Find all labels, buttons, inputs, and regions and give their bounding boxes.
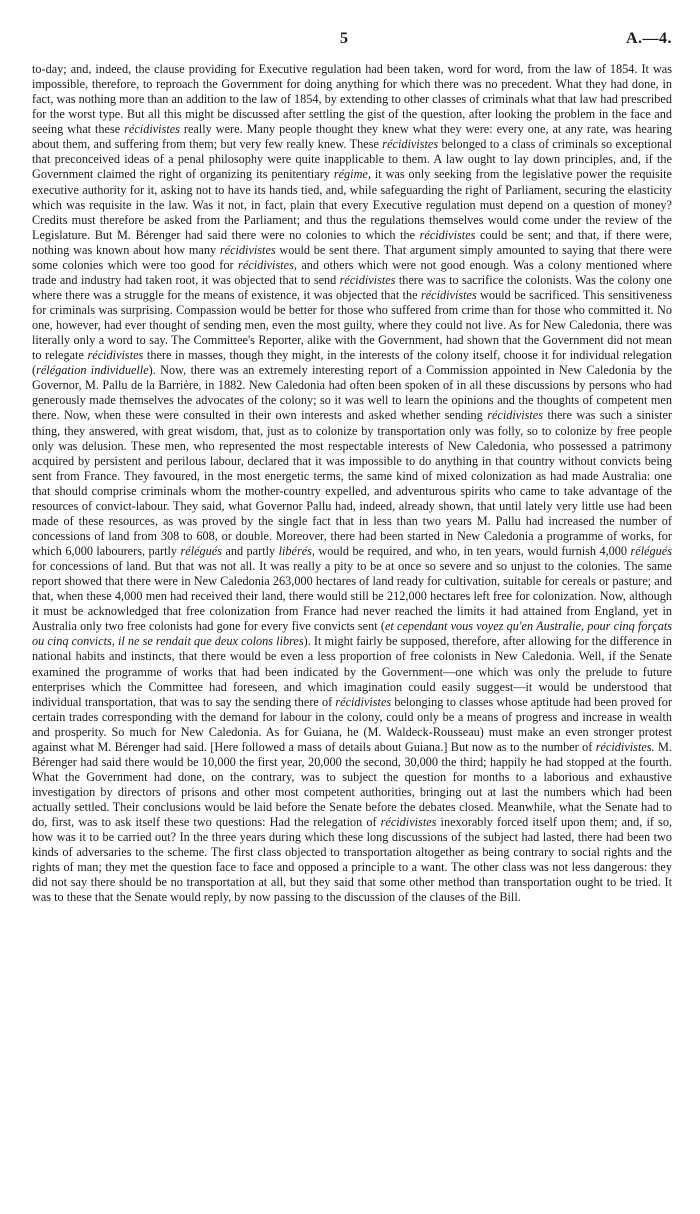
text-run: ). It might fairly be supposed, therefore, after allowing for the difference in national habits and instincts, that there would be even a less proportion of free colonists in New Caledonia. Well, if the Senate examined the programme of works that had been indicated by the Government—one which was only the prelude to future enterprises which the Committee had foreseen, and which imagination could easily suggest—it would be understood that individual transportation, that was to say the sending there of xyxy=(32,634,672,709)
text-run: there was such a sinister thing, they answered, with great wisdom, that, just as to colonize by transportation only was folly, so to colonize by free people only was delusion. These men, who represented the most respectable interests of New Caledonia, who possessed a patrimony acquired by persistent and perilous labour, declared that it was impossible to do anything in that country without convicts being sent from France. They favoured, in the most energetic terms, the same kind of mixed colonization as had made Australia: one that should comprise criminals whom the mother-country expelled, and adventurous spirits who came to take advantage of the resources of convict-labour. They said, what Governor Pallu had, indeed, already shown, that until lately very little use had been made of these resources, as was proved by the single fact that in less than two years M. Pallu had increased the number of concessions of land from 308 to 608, or double. Moreover, there had been started in New Caledonia a programme of works, for which 6,000 labourers, partly xyxy=(32,408,673,558)
italic-term: libérés, xyxy=(278,544,315,558)
paper-reference: A.—4. xyxy=(625,30,672,47)
italic-term: récidivistes xyxy=(419,227,476,242)
body-paragraph xyxy=(32,62,672,906)
italic-term: récidivistes xyxy=(382,137,439,152)
italic-term: récidivistes xyxy=(487,408,544,423)
italic-term: récidivistes, xyxy=(238,257,297,272)
text-run: would be sent there. That argument simply amounted to saying that there were some colonies which were too good for xyxy=(32,242,672,272)
text-run: there in masses, though they might, in the interests of the colony itself, choose it for individual relegation ( xyxy=(32,348,672,378)
page-header xyxy=(32,30,672,52)
italic-term: rélégués xyxy=(180,544,222,558)
italic-term: récidivistes xyxy=(124,122,180,137)
text-run: would be required, and who, in ten years, would furnish 4,000 xyxy=(314,544,631,558)
italic-term: rélégation individuelle xyxy=(36,363,149,378)
text-run: to-day; and, indeed, the clause providing for Executive regulation had been taken, word for word, from the law of 1854. It was impossible, therefore, to reproach the Government for doing anything for which there was no precedent. What they had done, in fact, was nothing more than an addition to the law of 1854, by extending to other classes of criminals what that law had prescribed for the worst type. But all this might be discussed after settling the gist of the question, after looking the problem in the face and seeing what these xyxy=(32,62,672,137)
text-run: inexorably forced itself upon them; and, if so, how was it to be carried out? In the three years during which these long discussions of the subject had lasted, there had been two kinds of adversaries to the scheme. The first class objected to transportation altogether as being contrary to social rights and the rights of man; they met the question face to face and opposed a principle to a want. The other class was not less dangerous: they did not say there should be no transportation at all, but they said that some other method than transportation ought to be tried. It was to these that the Senate would reply, by now passing to the discussion of the clauses of the Bill. xyxy=(32,815,673,905)
italic-term: et cependant vous voyez qu'en Australie, pour cinq forçats ou cinq convicts, il ne se rendait que deux colons libres xyxy=(32,619,672,649)
text-run: ). Now, there was an extremely interesting report of a Commission appointed in New Caledonia by the Governor, M. Pallu de la Barrière, in 1882. New Caledonia had often been spoken of in all these discussions by persons who had generously made themselves the advocates of the colony; so it was well to learn the opinions and the thoughts of competent men there. Now, when these were consulted in their own interests and asked whether sending xyxy=(32,363,673,423)
italic-term: rélégués xyxy=(630,544,672,558)
italic-term: récidivistes xyxy=(219,242,276,257)
italic-term: récidivistes xyxy=(335,694,392,709)
italic-term: récidivistes xyxy=(380,815,437,830)
italic-term: récidivistes. xyxy=(595,739,655,754)
text-run: belonging to classes whose aptitude had been proved for certain trades corresponding with the demand for labour in the colony, could only be a means of progress and increase in wealth and prosperity. So much for New Caledonia. As for Guiana, he (M. Waldeck-Rousseau) must make an even stronger protest against what M. Bérenger had said. [Here followed a mass of details about Guiana.] But now as to the number of xyxy=(32,694,672,754)
text-run: could be sent; and that, if there were, nothing was known about how many xyxy=(32,227,672,257)
text-run: and partly xyxy=(221,544,279,558)
page-number: 5 xyxy=(340,30,348,47)
text-run: belonged to a class of criminals so exceptional that preconceived ideas of a penal philosophy were quite inapplicable to them. A law ought to lay down principles, and, if the Government claimed the right of organizing its penitentiary xyxy=(32,137,672,182)
document-page xyxy=(32,30,672,906)
text-run: M. Bérenger had said there would be 10,000 the first year, 20,000 the second, 30,000 the third; happily he had stopped at the fourth. What the Government had done, on the contrary, was to subject the question for months to a laborious and exhaustive investigation by directors of prisons and other most competent authorities, bringing out at last the numbers which had been actually settled. Their conclusions would be laid before the Senate before the debates closed. Meanwhile, what the Senate had to do, first, was to ask itself these two questions: Had the relegation of xyxy=(32,739,672,830)
text-run: for concessions of land. But that was not all. It was really a pity to be at once so severe and so unjust to the colonies. The same report showed that there were in New Caledonia 263,000 hectares of land ready for cultivation, suitable for cereals or pasture; and that, when these 4,000 men had received their land, there would still be 212,000 hectares left free for colonization. Now, although it must be acknowledged that free colonization from France had never reached the limits it had attained from England, yet in Australia only two free colonists had gone for every five convicts sent ( xyxy=(32,559,672,634)
italic-term: récidivistes xyxy=(339,272,396,287)
text-run: there was to sacrifice the colonists. Was the colony one where there was a struggle for the means of existence, it was objected that the xyxy=(32,272,672,302)
italic-term: récidivistes xyxy=(87,348,144,363)
italic-term: récidivistes xyxy=(420,287,477,302)
text-run: and others which were not good enough. Was a colony mentioned where trade and industry had taken root, it was objected that to send xyxy=(32,257,672,287)
text-run: it was only seeking from the legislative power the requisite executive authority for it, asking not to have its hands tied, and, while safeguarding the right of Parliament, securing the elasticity which was requisite in the law. Was it not, in fact, plain that every Executive regulation must depend on a question of money? Credits must therefore be asked from the Parliament; and thus the regulations themselves would come under the review of the Legislature. But M. Bérenger had said there were no colonies to which the xyxy=(32,167,672,242)
text-run: really were. Many people thought they knew what they were: every one, at any rate, was hearing about them, and suffering from them; but very few really knew. These xyxy=(32,122,673,152)
text-run: would be sacrificed. This sensitiveness for criminals was surprising. Compassion would be better for those who suffered from crime than for those who committed it. No one, however, had ever thought of sending men, even the most guilty, where they could not live. As for New Caledonia, there was literally only a word to say. The Committee's Reporter, alike with the Government, had shown that the Government did not mean to relegate xyxy=(32,287,672,363)
italic-term: régime, xyxy=(333,167,371,182)
